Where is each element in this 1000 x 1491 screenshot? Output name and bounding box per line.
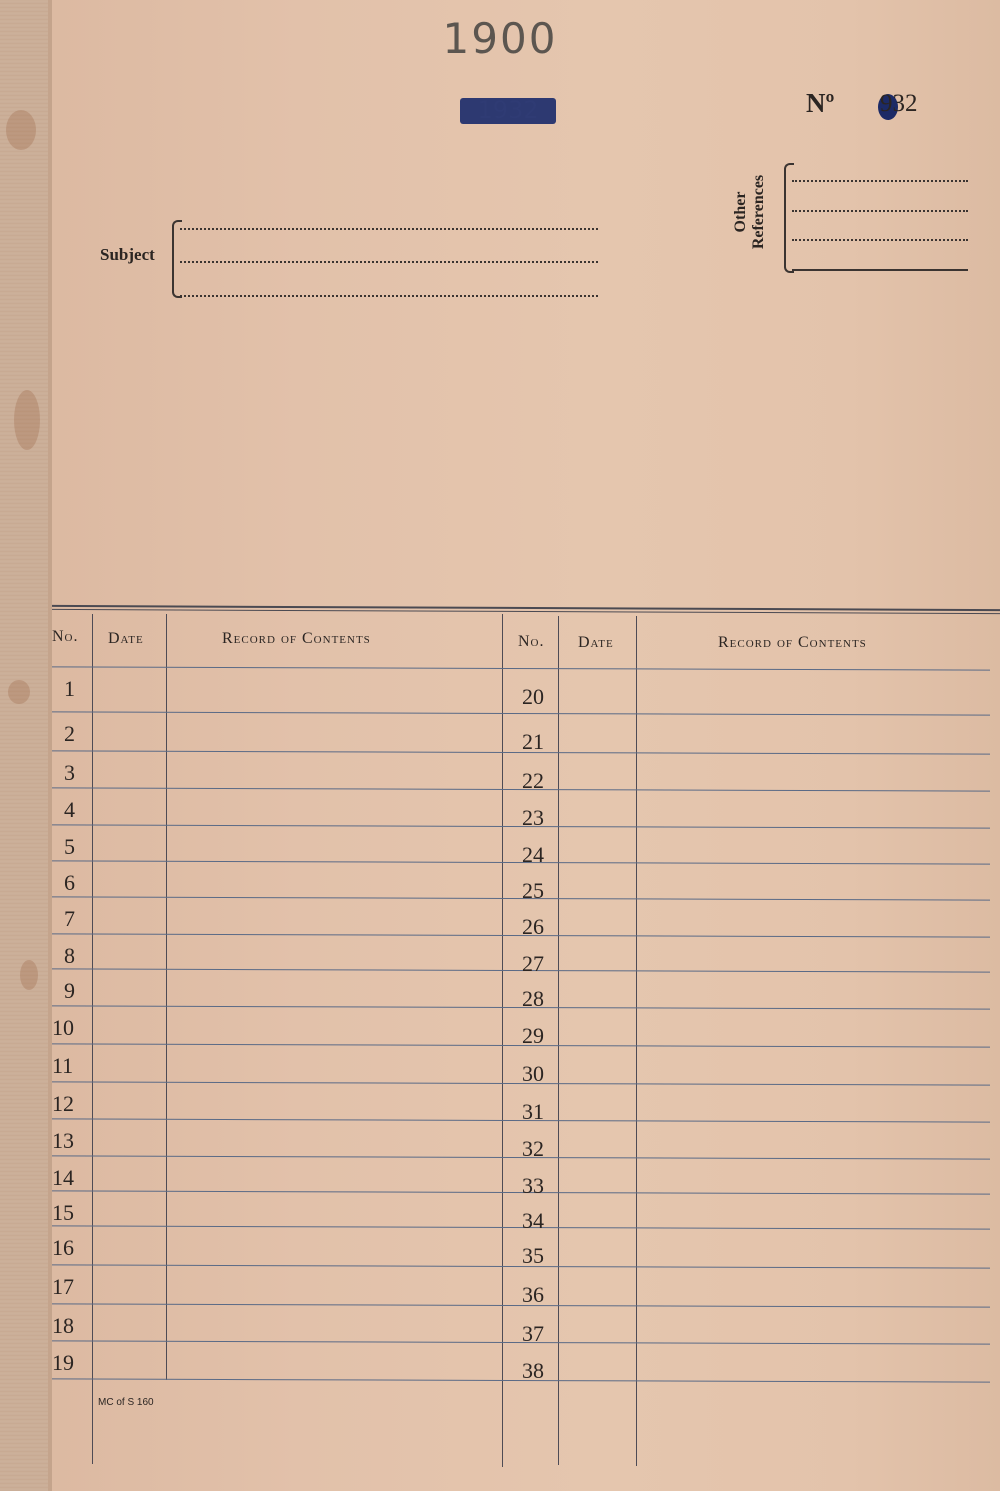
row-number: 36 bbox=[522, 1282, 544, 1307]
subject-line-2 bbox=[180, 261, 598, 263]
row-rule bbox=[52, 787, 990, 791]
column-divider bbox=[636, 616, 637, 1466]
other-references-line-2: References bbox=[750, 174, 767, 250]
row-rule bbox=[52, 1340, 990, 1344]
row-number: 25 bbox=[522, 878, 544, 903]
other-references-line-1: Other bbox=[732, 191, 749, 233]
row-number: 18 bbox=[52, 1313, 74, 1338]
subject-line-3 bbox=[180, 295, 598, 297]
row-rule bbox=[52, 1081, 990, 1085]
row-number: 12 bbox=[52, 1091, 74, 1116]
row-rule bbox=[52, 1190, 990, 1194]
row-number: 23 bbox=[522, 805, 544, 830]
header-no-right: No. bbox=[518, 633, 545, 650]
subject-label: Subject bbox=[100, 245, 155, 264]
row-number: 3 bbox=[64, 760, 75, 785]
row-rule bbox=[52, 933, 990, 937]
row-number: 10 bbox=[52, 1015, 74, 1040]
header-no-left: No. bbox=[52, 628, 79, 645]
row-number: 35 bbox=[522, 1243, 544, 1268]
row-number: 22 bbox=[522, 768, 544, 793]
header-date-right: Date bbox=[578, 634, 614, 651]
obscured-number: 1932 bbox=[477, 96, 539, 124]
column-divider bbox=[558, 616, 559, 1465]
other-references-label bbox=[732, 162, 768, 262]
row-number: 4 bbox=[64, 797, 75, 822]
row-number: 26 bbox=[522, 914, 544, 939]
year-stamp: 1900 bbox=[442, 14, 558, 63]
stain bbox=[20, 960, 38, 990]
header-record-right: Record of Contents bbox=[718, 634, 867, 651]
form-code: MC of S 160 bbox=[98, 1397, 154, 1408]
row-number: 19 bbox=[52, 1350, 74, 1375]
row-number: 29 bbox=[522, 1023, 544, 1048]
row-rule bbox=[52, 1118, 990, 1122]
row-rule bbox=[52, 860, 990, 864]
row-number: 8 bbox=[64, 943, 75, 968]
row-rule bbox=[52, 896, 990, 900]
reference-line-2 bbox=[792, 210, 968, 212]
row-rule bbox=[52, 1378, 990, 1382]
spine-edge bbox=[48, 0, 52, 1491]
row-number: 24 bbox=[522, 842, 544, 867]
row-number: 32 bbox=[522, 1136, 544, 1161]
row-number: 30 bbox=[522, 1061, 544, 1086]
reference-line-1 bbox=[792, 180, 968, 182]
row-number: 16 bbox=[52, 1235, 74, 1260]
row-rule bbox=[52, 711, 990, 715]
row-number: 9 bbox=[64, 978, 75, 1003]
row-number: 33 bbox=[522, 1173, 544, 1198]
reference-line-3 bbox=[792, 239, 968, 241]
row-number: 37 bbox=[522, 1321, 544, 1346]
row-number: 14 bbox=[52, 1165, 74, 1190]
subject-line-1 bbox=[180, 228, 598, 230]
row-number: 34 bbox=[522, 1208, 544, 1233]
row-rule bbox=[52, 968, 990, 972]
row-number: 28 bbox=[522, 986, 544, 1011]
row-rule bbox=[52, 1303, 990, 1307]
header-record-left: Record of Contents bbox=[222, 630, 371, 647]
row-number: 27 bbox=[522, 951, 544, 976]
row-number: 11 bbox=[52, 1053, 74, 1078]
row-rule bbox=[52, 750, 990, 754]
row-number: 20 bbox=[522, 684, 544, 709]
column-divider bbox=[92, 614, 93, 1464]
header-date-left: Date bbox=[108, 630, 144, 647]
row-rule bbox=[52, 1043, 990, 1047]
row-number: 31 bbox=[522, 1099, 544, 1124]
row-number: 17 bbox=[52, 1274, 74, 1299]
row-rule bbox=[52, 1225, 990, 1229]
row-rule bbox=[52, 824, 990, 828]
row-number: 5 bbox=[64, 834, 75, 859]
file-number-label: Nº bbox=[806, 88, 835, 118]
row-number: 38 bbox=[522, 1358, 544, 1383]
reference-line-4 bbox=[792, 269, 968, 271]
row-rule bbox=[52, 1005, 990, 1009]
file-number-value: 932 bbox=[880, 90, 918, 117]
row-number: 15 bbox=[52, 1200, 74, 1225]
stain bbox=[8, 680, 30, 704]
row-number: 7 bbox=[64, 906, 75, 931]
row-number: 2 bbox=[64, 721, 75, 746]
row-rule bbox=[52, 1264, 990, 1268]
row-number: 21 bbox=[522, 729, 544, 754]
row-number: 1 bbox=[64, 676, 75, 701]
row-number: 6 bbox=[64, 870, 75, 895]
row-number: 13 bbox=[52, 1128, 74, 1153]
row-rule bbox=[52, 666, 990, 670]
stain bbox=[6, 110, 36, 150]
cloth-spine bbox=[0, 0, 48, 1491]
row-rule bbox=[52, 1155, 990, 1159]
subject-brace bbox=[172, 220, 182, 298]
column-divider bbox=[502, 614, 503, 1467]
stain bbox=[14, 390, 40, 450]
